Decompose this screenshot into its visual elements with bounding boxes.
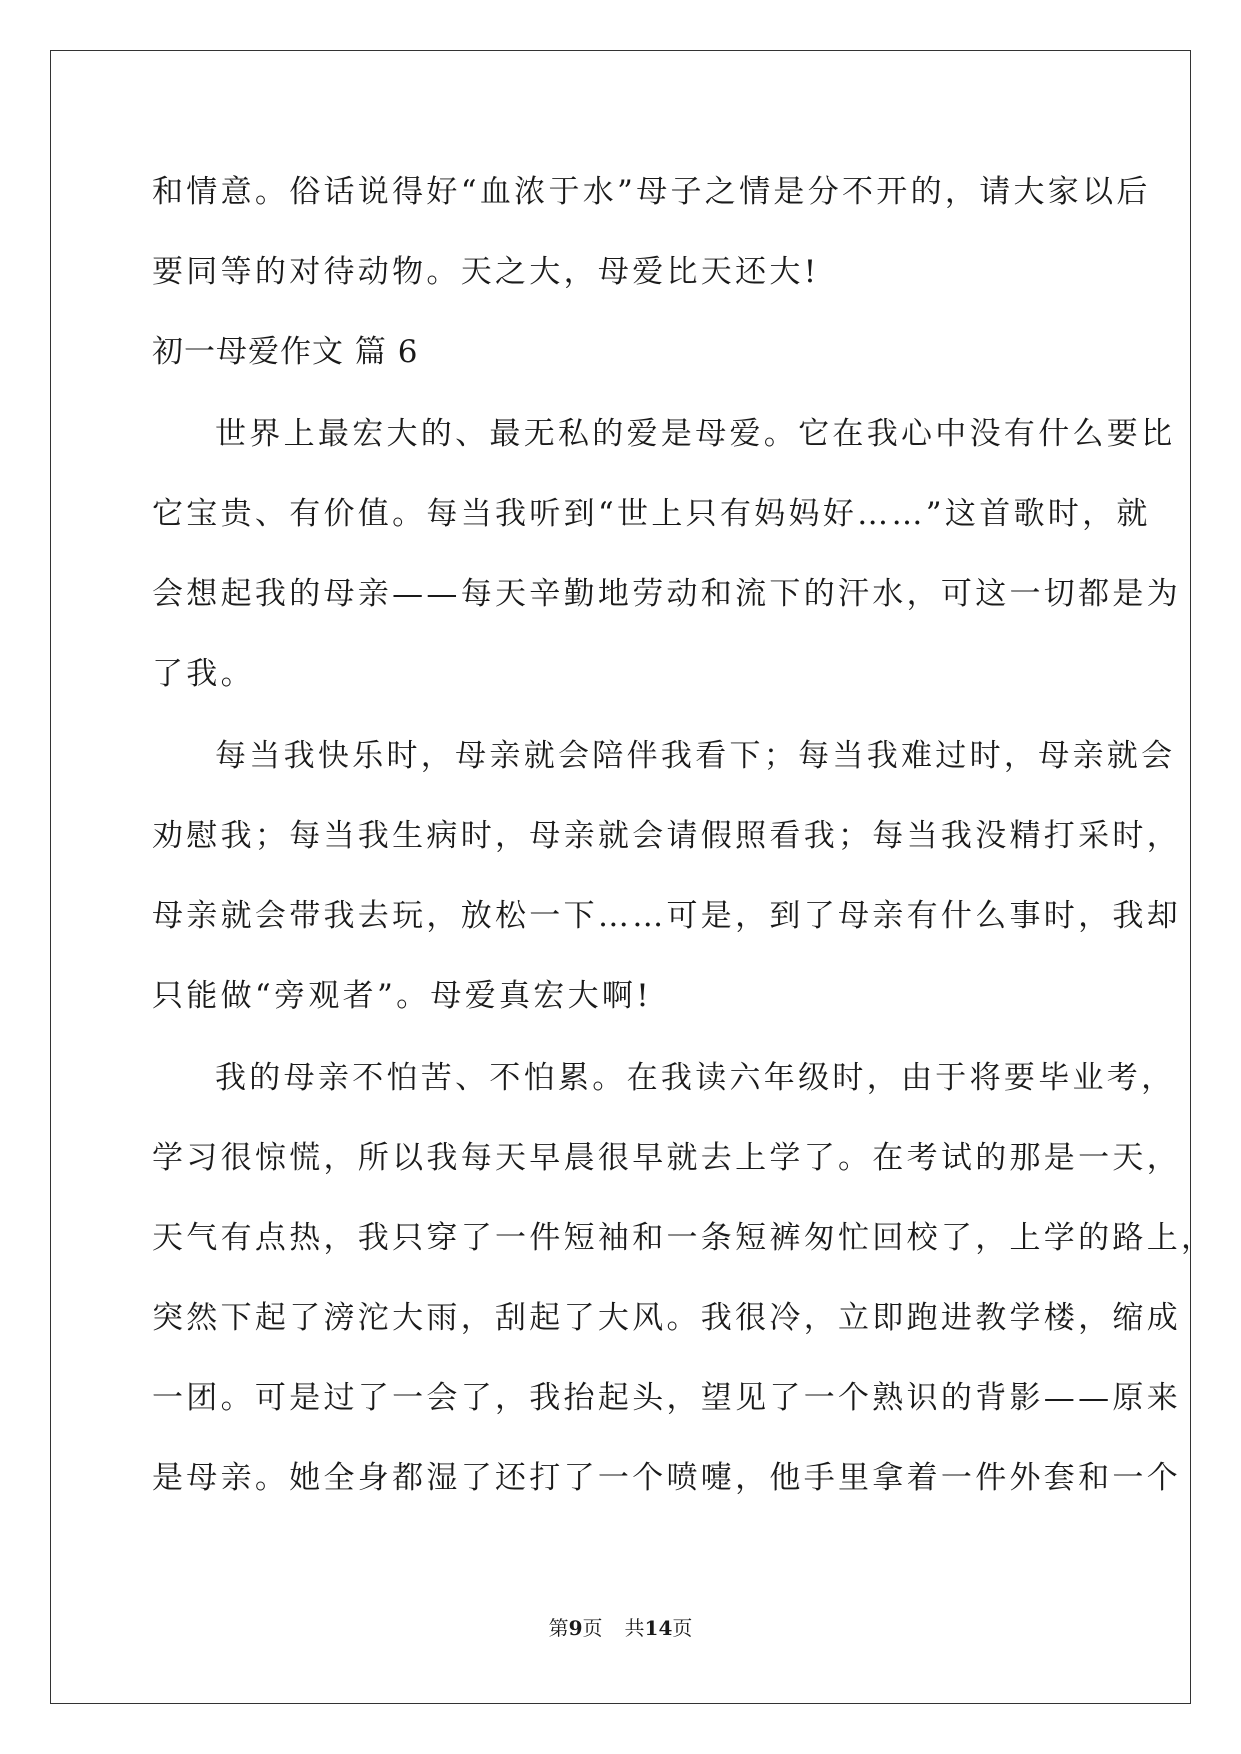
paragraph-line: 天气有点热，我只穿了一件短袖和一条短裤匆忙回校了，上学的路上， xyxy=(152,1220,1216,1256)
paragraph-line: 要同等的对待动物。天之大，母爱比天还大! xyxy=(152,254,820,290)
paragraph-line: 会想起我的母亲——每天辛勤地劳动和流下的汗水，可这一切都是为 xyxy=(152,576,1181,612)
page-suffix: 页 xyxy=(582,1616,603,1640)
paragraph-line: 我的母亲不怕苦、不怕累。在我读六年级时，由于将要毕业考， xyxy=(215,1060,1176,1096)
paragraph-line: 和情意。俗话说得好“血浓于水”母子之情是分不开的，请大家以后 xyxy=(152,174,1151,210)
current-page-number: 9 xyxy=(568,1616,583,1640)
paragraph-line: 它宝贵、有价值。每当我听到“世上只有妈妈好……”这首歌时，就 xyxy=(152,496,1151,532)
paragraph-line: 突然下起了滂沱大雨，刮起了大风。我很冷，立即跑进教学楼，缩成 xyxy=(152,1300,1181,1336)
page-prefix: 第 xyxy=(548,1616,569,1640)
paragraph-line: 母亲就会带我去玩，放松一下……可是，到了母亲有什么事时，我却 xyxy=(152,898,1181,934)
total-suffix: 页 xyxy=(672,1616,693,1640)
total-prefix: 共 xyxy=(624,1616,645,1640)
paragraph-line: 世界上最宏大的、最无私的爱是母爱。它在我心中没有什么要比 xyxy=(215,416,1176,452)
paragraph-line: 是母亲。她全身都湿了还打了一个喷嚏，他手里拿着一件外套和一个 xyxy=(152,1460,1181,1496)
paragraph-line: 劝慰我；每当我生病时，母亲就会请假照看我；每当我没精打采时， xyxy=(152,818,1181,854)
page-number-footer xyxy=(0,1616,1241,1640)
section-heading: 初一母爱作文 篇 6 xyxy=(152,334,419,370)
paragraph-line: 学习很惊慌，所以我每天早晨很早就去上学了。在考试的那是一天， xyxy=(152,1140,1181,1176)
page-border xyxy=(50,50,1191,1704)
total-page-count: 14 xyxy=(644,1616,673,1640)
paragraph-line: 一团。可是过了一会了，我抬起头，望见了一个熟识的背影——原来 xyxy=(152,1380,1181,1416)
paragraph-line: 了我。 xyxy=(152,656,255,692)
paragraph-line: 每当我快乐时，母亲就会陪伴我看下；每当我难过时，母亲就会 xyxy=(215,738,1176,774)
paragraph-line: 只能做“旁观者”。母爱真宏大啊! xyxy=(152,978,652,1014)
